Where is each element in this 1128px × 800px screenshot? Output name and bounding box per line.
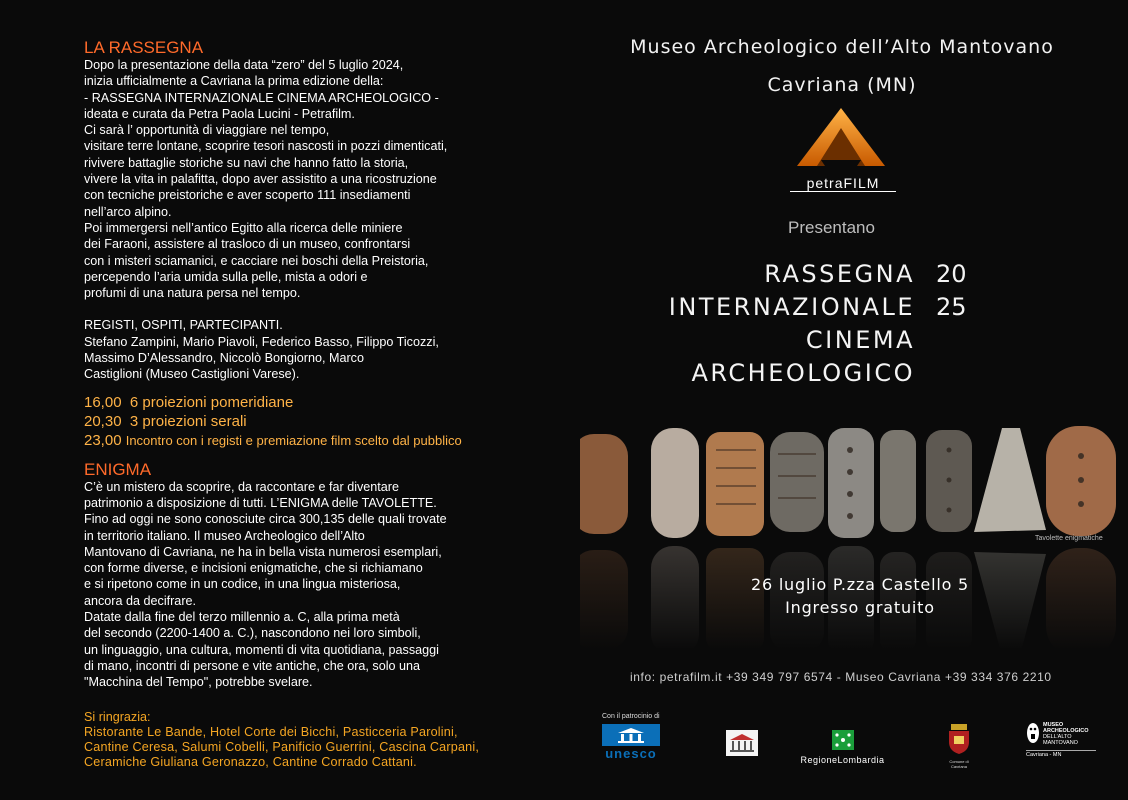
schedule-row (84, 431, 524, 450)
regione-lombardia-logo (795, 730, 890, 765)
coat-of-arms-icon (947, 724, 971, 754)
event-title (669, 258, 915, 390)
intro-text: Dopo la presentazione della data “zero” del 5 luglio 2024, inizia ufficialmente a Cavriana la prima edizione della: - RASSEGNA INTERNAZIONALE CINEMA ARCHEOLOGICO - ideata e curata da Petra Paola Lucini - Petrafilm. Ci sarà l’ opportunità di viaggiare nel tempo, visitare terre lontane, scoprire tesori nascosti in pozzi dimenticati, rivivere battaglie storiche su navi che hanno fatto la storia, vivere la vita in palafitta, dopo aver assistito a una ricostruzione con tecniche preistoriche e aver scoperto 111 insediamenti nell’arco alpino. Poi immergersi nell’antico Egitto alla ricerca delle miniere dei Faraoni, assistere al trasloco di un museo, confrontarsi con i misteri sciamanici, e cacciare nei boschi della Preistoria, percependo l’aria umida sulla pelle, mista a odori e profumi di una natura persa nel tempo. (84, 58, 448, 301)
museo-logo-line: MUSEO (1043, 722, 1064, 728)
museo-logo (1026, 722, 1096, 758)
contact-info: info: petrafilm.it +39 349 797 6574 - Museo Cavriana +39 334 376 2210 (630, 670, 1052, 684)
left-column (84, 38, 524, 770)
rosa-camuna-icon (832, 730, 854, 750)
museo-logo-line: DELL’ALTO (1043, 734, 1072, 740)
institution-logo-icon (726, 730, 758, 756)
schedule-time: 23,00 (84, 431, 122, 449)
thanks-text: Ristorante Le Bande, Hotel Corte dei Bicchi, Pasticceria Parolini, Cantine Ceresa, Salumi Cobelli, Panificio Guerrini, Cascina Carpani, Ceramiche Giuliana Geronazzo, Cantine Corrado Cattani. (84, 724, 480, 769)
museo-logo-line: MANTOVANO (1043, 740, 1078, 746)
right-column (580, 0, 1128, 800)
unesco-temple-icon (602, 724, 660, 746)
schedule-time: 20,30 (84, 412, 122, 430)
heading-la-rassegna: LA RASSEGNA (84, 38, 204, 57)
title-line: ARCHEOLOGICO (691, 359, 915, 387)
schedule-row (84, 393, 524, 412)
unesco-label: unesco (605, 746, 657, 761)
regione-label: RegioneLombardia (800, 755, 885, 765)
schedule-text: 6 proiezioni pomeridiane (129, 393, 294, 411)
unesco-logo (602, 724, 660, 760)
enigma-text: C’è un mistero da scoprire, da raccontare e far diventare patrimonio a disposizione di tutti. L’ENIGMA delle TAVOLETTE. Fino ad oggi ne sono conosciute circa 300,135 delle quali trovate in territorio italiano. Il museo Archeologico dell’Alto Mantovano di Cavriana, ne ha in bella vista numerosi esemplari, con forme diverse, e incisioni enigmatiche, che si richiamano e si ripetono come in un codice, in una lingua misteriosa, ancora da decifrare. Datate dalla fine del terzo millennio a. C, alla prima metà del secondo (2200-1400 a. C.), nascondono nei loro simboli, un linguaggio, una cultura, momenti di vita quotidiana, passaggi di mano, incontri di persone e vite antiche, che ora, solo una "Macchina del Tempo", potrebbe svelare. (84, 479, 447, 690)
event-date-place: 26 luglio P.zza Castello 5 (750, 575, 970, 594)
title-line: RASSEGNA (764, 260, 915, 288)
thanks-heading: Si ringrazia: (84, 709, 151, 724)
comune-label: Comune di Cavriana (949, 759, 969, 769)
tablets-group (580, 426, 1116, 538)
event-details (680, 573, 1040, 619)
museo-logo-line: Cavriana - MN (1026, 750, 1096, 758)
schedule-text: Incontro con i registi e premiazione film scelto dal pubblico (125, 432, 462, 448)
heading-enigma: ENIGMA (84, 459, 152, 479)
schedule-time: 16,00 (84, 393, 122, 411)
tablets-caption: Tavolette enigmatiche (1035, 535, 1103, 542)
schedule-text: 3 proiezioni serali (129, 412, 247, 430)
presentano-text: Presentano (788, 218, 875, 237)
event-entry: Ingresso gratuito (785, 598, 935, 617)
petrafilm-logo-text: petraFILM (790, 175, 896, 192)
year-line: 20 (936, 260, 967, 288)
schedule (84, 393, 524, 450)
patrocinio-label: Con il patrocinio di (602, 713, 660, 720)
comune-cavriana-logo (942, 724, 976, 769)
museo-figure-icon (1026, 722, 1040, 744)
event-year (936, 258, 967, 324)
title-line: CINEMA (805, 326, 915, 354)
museo-logo-line: ARCHEOLOGICO (1043, 728, 1089, 734)
title-line: INTERNAZIONALE (668, 293, 915, 321)
registi-text: REGISTI, OSPITI, PARTECIPANTI. Stefano Zampini, Mario Piavoli, Federico Basso, Filippo Ticozzi, Massimo D’Alessandro, Niccolò Bongiorno, Marco Castiglioni (Museo Castiglioni Varese). (84, 318, 439, 382)
year-line: 25 (936, 293, 967, 321)
museum-name: Museo Archeologico dell’Alto Mantovano (630, 36, 1054, 58)
museum-location: Cavriana (MN) (767, 74, 917, 96)
schedule-row (84, 412, 524, 431)
